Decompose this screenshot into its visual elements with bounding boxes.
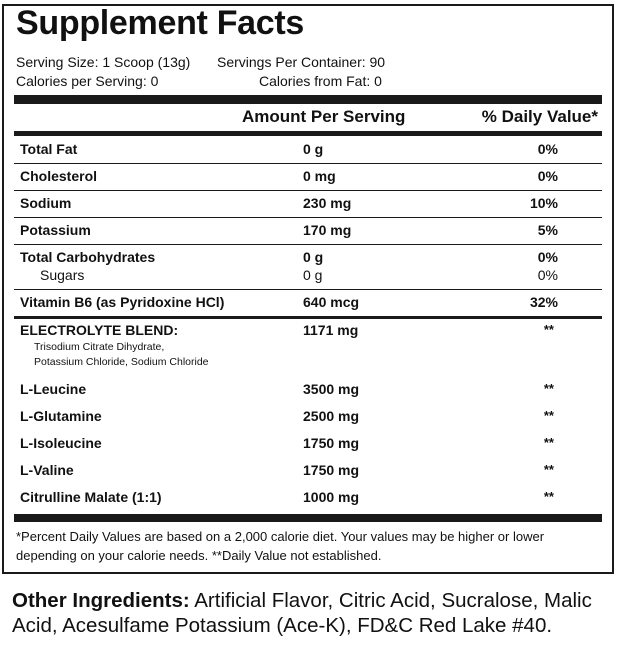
nutrient-daily-value: 0% — [537, 141, 558, 157]
thick-divider-header — [14, 131, 602, 136]
ingredient-daily-value: ** — [543, 435, 554, 450]
amino-row-isoleucine — [14, 431, 602, 457]
nutrient-row-potassium — [14, 218, 602, 244]
amino-row-citrulline-malate — [14, 485, 602, 511]
calories-per-serving: Calories per Serving: 0 — [16, 73, 159, 89]
nutrient-name: Sugars — [40, 267, 85, 283]
nutrient-name: Cholesterol — [20, 168, 98, 184]
amount-per-serving-header: Amount Per Serving — [242, 107, 406, 126]
footnote-line: *Percent Daily Values are based on a 2,000 calorie diet. Your values may be higher or lower — [16, 529, 545, 544]
blend-daily-value: ** — [543, 322, 554, 337]
ingredient-name: L-Valine — [20, 462, 74, 478]
thick-divider-top — [14, 95, 602, 104]
nutrient-name: Vitamin B6 (as Pyridoxine HCl) — [20, 294, 225, 310]
nutrient-row-sugars — [14, 263, 602, 289]
nutrient-amount: 0 g — [303, 267, 323, 283]
ingredient-amount: 2500 mg — [303, 408, 360, 424]
nutrient-daily-value: 5% — [537, 222, 558, 238]
ingredient-daily-value: ** — [543, 489, 554, 504]
nutrient-daily-value: 0% — [537, 267, 558, 283]
ingredient-amount: 1750 mg — [303, 435, 360, 451]
ingredient-name: L-Isoleucine — [20, 435, 102, 451]
nutrient-daily-value: 0% — [537, 168, 558, 184]
blend-detail-line: Trisodium Citrate Dihydrate, — [34, 341, 165, 353]
nutrient-daily-value: 32% — [529, 294, 558, 310]
blend-detail-line: Potassium Chloride, Sodium Chloride — [34, 356, 209, 368]
nutrient-daily-value: 0% — [537, 249, 558, 265]
nutrient-amount: 230 mg — [303, 195, 352, 211]
thick-divider-bottom — [14, 514, 602, 522]
other-ingredients-text: Artificial Flavor, Citric Acid, Sucralose, Malic Acid, Acesulfame Potassium (Ace-K), FD&C Red Lake #40. — [12, 589, 592, 637]
ingredient-daily-value: ** — [543, 408, 554, 423]
nutrient-row-vitamin-b6 — [14, 290, 602, 316]
amino-row-glutamine — [14, 404, 602, 430]
ingredient-daily-value: ** — [543, 462, 554, 477]
ingredient-name: Citrulline Malate (1:1) — [20, 489, 162, 505]
nutrient-name: Sodium — [20, 195, 72, 211]
nutrient-amount: 640 mcg — [303, 294, 360, 310]
nutrient-daily-value: 10% — [529, 195, 558, 211]
blend-amount: 1171 mg — [303, 322, 359, 338]
footnote-line: depending on your calorie needs. **Daily Value not established. — [16, 548, 382, 563]
panel-title: Supplement Facts — [16, 4, 305, 42]
nutrient-row-cholesterol — [14, 164, 602, 190]
ingredient-daily-value: ** — [543, 381, 554, 396]
nutrient-amount: 0 mg — [303, 168, 336, 184]
ingredient-amount: 1000 mg — [303, 489, 360, 505]
ingredient-name: L-Glutamine — [20, 408, 102, 424]
serving-size: Serving Size: 1 Scoop (13g) — [16, 54, 191, 70]
amino-row-leucine — [14, 377, 602, 403]
nutrient-row-sodium — [14, 191, 602, 217]
nutrient-amount: 0 g — [303, 249, 324, 265]
ingredient-name: L-Leucine — [20, 381, 87, 397]
nutrient-row-total-fat — [14, 137, 602, 163]
other-ingredients-label: Other Ingredients: — [12, 589, 190, 612]
calories-from-fat: Calories from Fat: 0 — [259, 73, 382, 89]
supplement-facts-panel — [2, 4, 614, 574]
nutrient-name: Total Carbohydrates — [20, 249, 156, 265]
daily-value-header: % Daily Value* — [481, 107, 598, 126]
blend-name: ELECTROLYTE BLEND: — [20, 322, 179, 338]
amino-row-valine — [14, 458, 602, 484]
nutrient-name: Total Fat — [20, 141, 78, 157]
daily-value-footnote — [16, 527, 606, 565]
nutrient-name: Potassium — [20, 222, 91, 238]
electrolyte-blend-row — [14, 318, 602, 378]
servings-per-container: Servings Per Container: 90 — [217, 54, 386, 70]
ingredient-amount: 1750 mg — [303, 462, 360, 478]
other-ingredients — [12, 588, 612, 638]
ingredient-amount: 3500 mg — [303, 381, 360, 397]
nutrient-amount: 170 mg — [303, 222, 352, 238]
nutrient-amount: 0 g — [303, 141, 324, 157]
